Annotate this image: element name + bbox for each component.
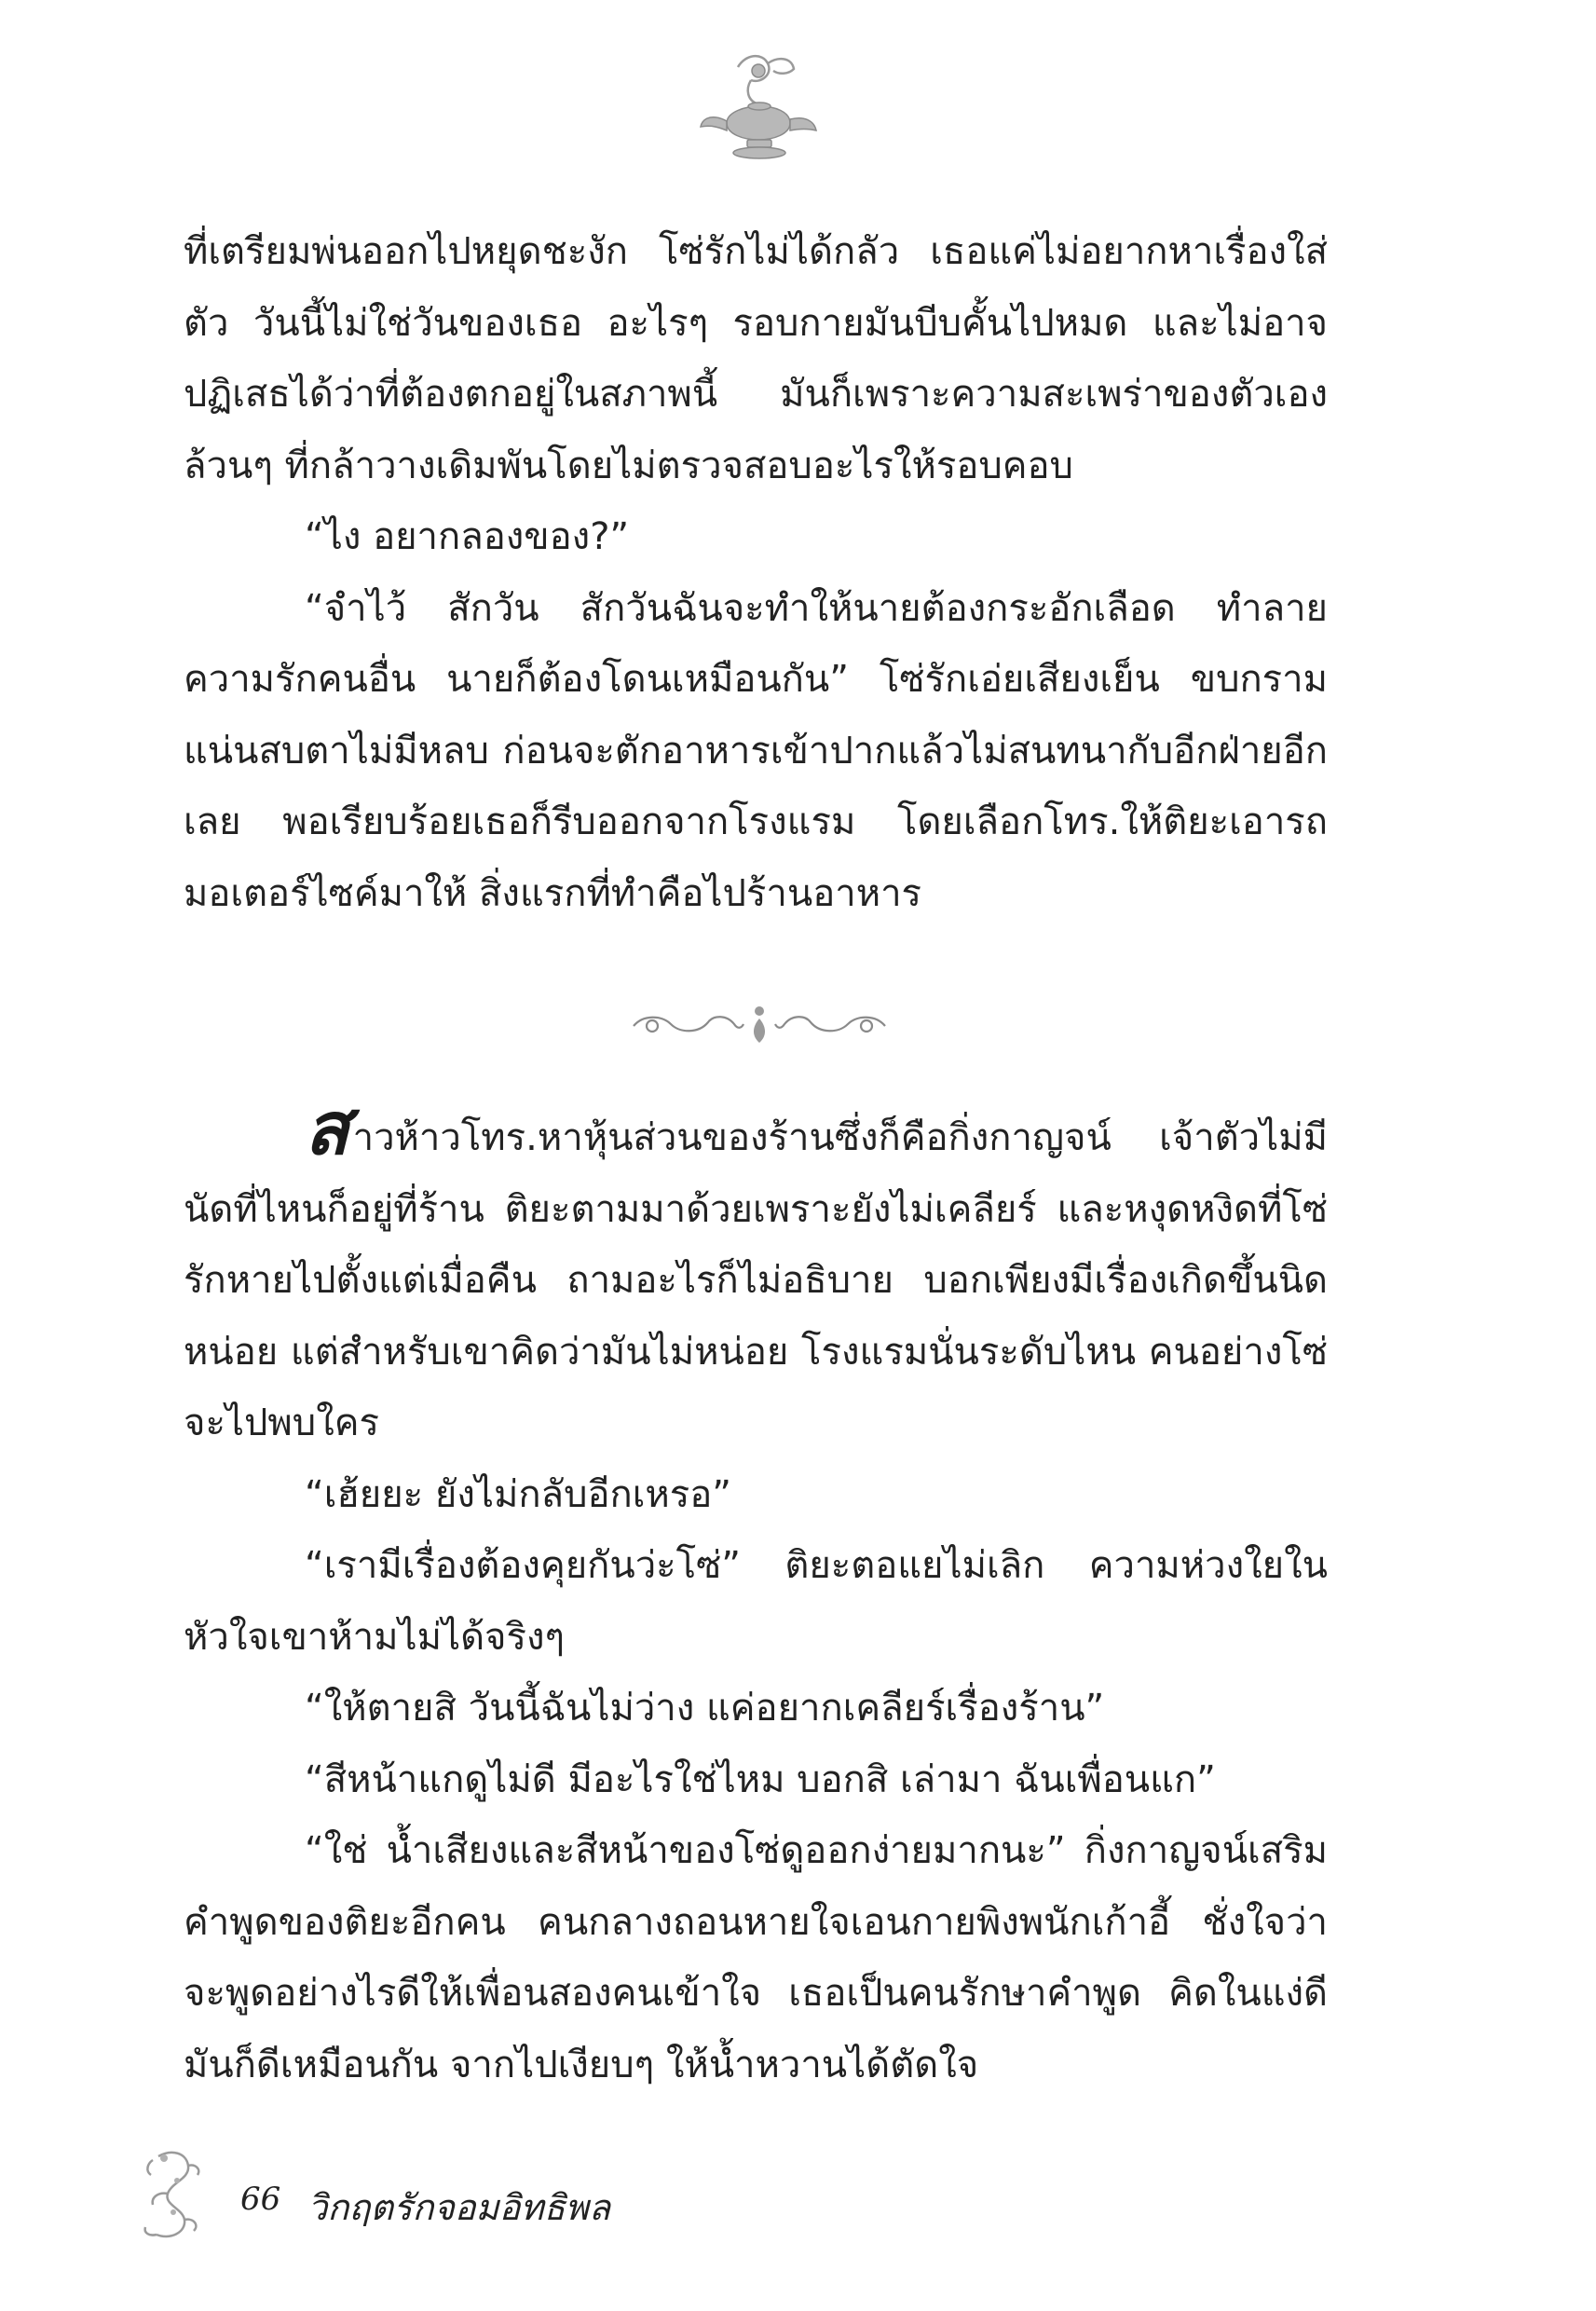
paragraph: “เฮ้ยยะ ยังไม่กลับอีกเหรอ”	[305, 1472, 731, 1516]
paragraph: “ให้ตายสิ วันนี้ฉันไม่ว่าง แค่อยากเคลียร์เรื่องร้าน”	[305, 1687, 1105, 1730]
book-title: วิกฤตรักจอมอิทธิพล	[307, 2187, 610, 2228]
paragraph: “สีหน้าแกดูไม่ดี มีอะไรใช่ไหม บอกสิ เล่ามา ฉันเพื่อนแก”	[305, 1757, 1216, 1801]
paragraph: “เรามีเรื่องต้องคุยกันว่ะโซ่” ติยะตอแยไม่เลิก ความห่วงใยในหัวใจเขาห้ามไม่ได้จริงๆ	[184, 1544, 1328, 1659]
section-2	[184, 1087, 1328, 2100]
drop-cap: ส	[305, 1087, 349, 1171]
paragraph: “ใช่ น้ำเสียงและสีหน้าของโซ่ดูออกง่ายมากนะ” กิ่งกาญจน์เสริมคำพูดของติยะอีกคน คนกลางถอนหายใจเอนกายพิงพนักเก้าอี้ ชั่งใจว่าจะพูดอย่างไรดีให้เพื่อนสองคนเข้าใจ เธอเป็นคนรักษาคำพูด คิดในแง่ดีมันก็ดีเหมือนกัน จากไปเงียบๆ ให้น้ำหวานได้ตัดใจ	[184, 1829, 1328, 2086]
paragraph: “ไง อยากลองของ?”	[305, 515, 630, 558]
dragon-icon	[130, 2143, 214, 2246]
section-1	[184, 216, 1328, 929]
magic-lamp-icon	[689, 47, 829, 168]
scroll-divider-icon	[624, 1002, 894, 1048]
paragraph: ที่เตรียมพ่นออกไปหยุดชะงัก โซ่รักไม่ได้กลัว เธอแค่ไม่อยากหาเรื่องใส่ตัว วันนี้ไม่ใช่วันของเธอ อะไรๆ รอบกายมันบีบคั้นไปหมด และไม่อาจปฏิเสธได้ว่าที่ต้องตกอยู่ในสภาพนี้ มันก็เพราะความสะเพร่าของตัวเองล้วนๆ ที่กล้าวางเดิมพันโดยไม่ตรวจสอบอะไรให้รอบคอบ	[184, 230, 1328, 487]
page-number: 66	[240, 2181, 281, 2218]
page-footer	[130, 2143, 783, 2246]
paragraph-text: าวห้าวโทร.หาหุ้นส่วนของร้านซึ่งก็คือกิ่งกาญจน์ เจ้าตัวไม่มีนัดที่ไหนก็อยู่ที่ร้าน ติยะตามมาด้วยเพราะยังไม่เคลียร์ และหงุดหงิดที่โซ่รักหายไปตั้งแต่เมื่อคืน ถามอะไรก็ไม่อธิบาย บอกเพียงมีเรื่องเกิดขึ้นนิดหน่อย แต่สำหรับเขาคิดว่ามันไม่หน่อย โรงแรมนั่นระดับไหน คนอย่างโซ่จะไปพบใคร	[184, 1116, 1328, 1444]
paragraph: “จำไว้ สักวัน สักวันฉันจะทำให้นายต้องกระอักเลือด ทำลายความรักคนอื่น นายก็ต้องโดนเหมือนกัน” โซ่รักเอ่ยเสียงเย็น ขบกรามแน่นสบตาไม่มีหลบ ก่อนจะตักอาหารเข้าปากแล้วไม่สนทนากับอีกฝ่ายอีกเลย พอเรียบร้อยเธอก็รีบออกจากโรงแรม โดยเลือกโทร.ให้ติยะเอารถมอเตอร์ไซค์มาให้ สิ่งแรกที่ทำคือไปร้านอาหาร	[184, 586, 1328, 915]
paragraph-dropcap	[184, 1087, 1328, 1459]
